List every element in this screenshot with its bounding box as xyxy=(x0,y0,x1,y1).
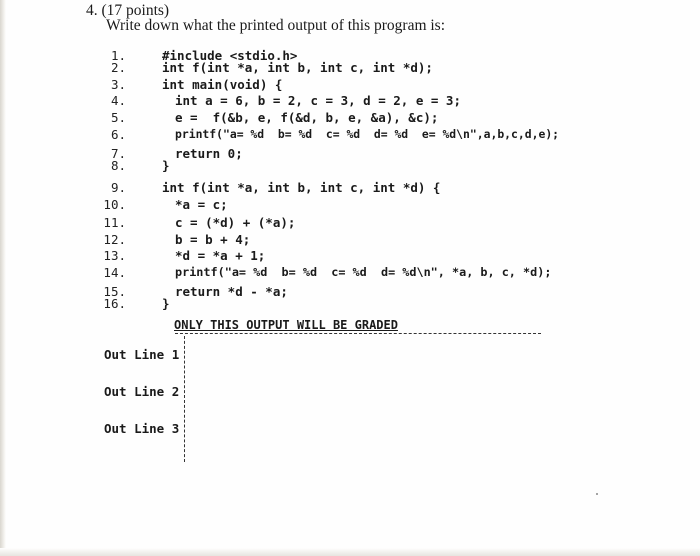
line-number: 4. xyxy=(110,93,126,108)
code-text: int f(int *a, int b, int c, int *d) { xyxy=(162,180,441,195)
line-number: 16. xyxy=(103,296,126,311)
page-edge-shadow xyxy=(0,0,6,556)
line-number: 1. xyxy=(110,48,126,63)
paper-speck xyxy=(596,493,598,495)
out-line-2-label: Out Line 2 xyxy=(104,384,180,399)
line-number: 15. xyxy=(103,284,126,299)
code-text: b = b + 4; xyxy=(175,232,251,247)
line-number: 11. xyxy=(103,215,126,230)
graded-dashed-rule xyxy=(175,333,541,334)
out-line-1-answer[interactable] xyxy=(192,347,532,363)
graded-output-notice: ONLY THIS OUTPUT WILL BE GRADED xyxy=(174,318,398,332)
code-text: return *d - *a; xyxy=(175,284,288,299)
code-text: *d = *a + 1; xyxy=(175,248,266,263)
page-bottom-shadow xyxy=(0,548,700,556)
code-text: int f(int *a, int b, int c, int *d); xyxy=(162,60,433,75)
line-number: 2. xyxy=(110,60,126,75)
code-text: #include <stdio.h> xyxy=(162,48,298,63)
line-number: 7. xyxy=(110,146,126,161)
question-heading: 4. (17 points) xyxy=(86,2,170,19)
line-number: 13. xyxy=(103,248,126,263)
code-text: printf("a= %d b= %d c= %d d= %d e= %d\n",a,b,c,d,e); xyxy=(175,127,560,141)
out-line-3-label: Out Line 3 xyxy=(104,421,180,436)
code-text: e = f(&b, e, f(&d, b, e, &a), &c); xyxy=(175,110,439,125)
line-number: 5. xyxy=(110,110,126,125)
code-text: } xyxy=(162,296,170,311)
line-number: 8. xyxy=(110,158,126,173)
line-number: 6. xyxy=(110,127,126,142)
line-number: 14. xyxy=(103,265,126,280)
code-text: int main(void) { xyxy=(162,77,283,92)
code-text: int a = 6, b = 2, c = 3, d = 2, e = 3; xyxy=(175,93,461,108)
line-number: 3. xyxy=(110,77,126,92)
line-number: 9. xyxy=(110,180,126,195)
code-text: return 0; xyxy=(175,146,243,161)
code-text: c = (*d) + (*a); xyxy=(175,215,296,230)
code-text: } xyxy=(162,158,170,173)
question-prompt: Write down what the printed output of this program is: xyxy=(106,17,446,34)
code-text: printf("a= %d b= %d c= %d d= %d\n", *a, b, c, *d); xyxy=(175,265,552,279)
output-margin-rule xyxy=(184,336,185,462)
out-line-1-label: Out Line 1 xyxy=(104,347,180,362)
out-line-2-answer[interactable] xyxy=(192,384,532,400)
line-number: 10. xyxy=(103,197,126,212)
line-number: 12. xyxy=(103,232,126,247)
out-line-3-answer[interactable] xyxy=(192,421,532,437)
code-text: *a = c; xyxy=(175,197,228,212)
